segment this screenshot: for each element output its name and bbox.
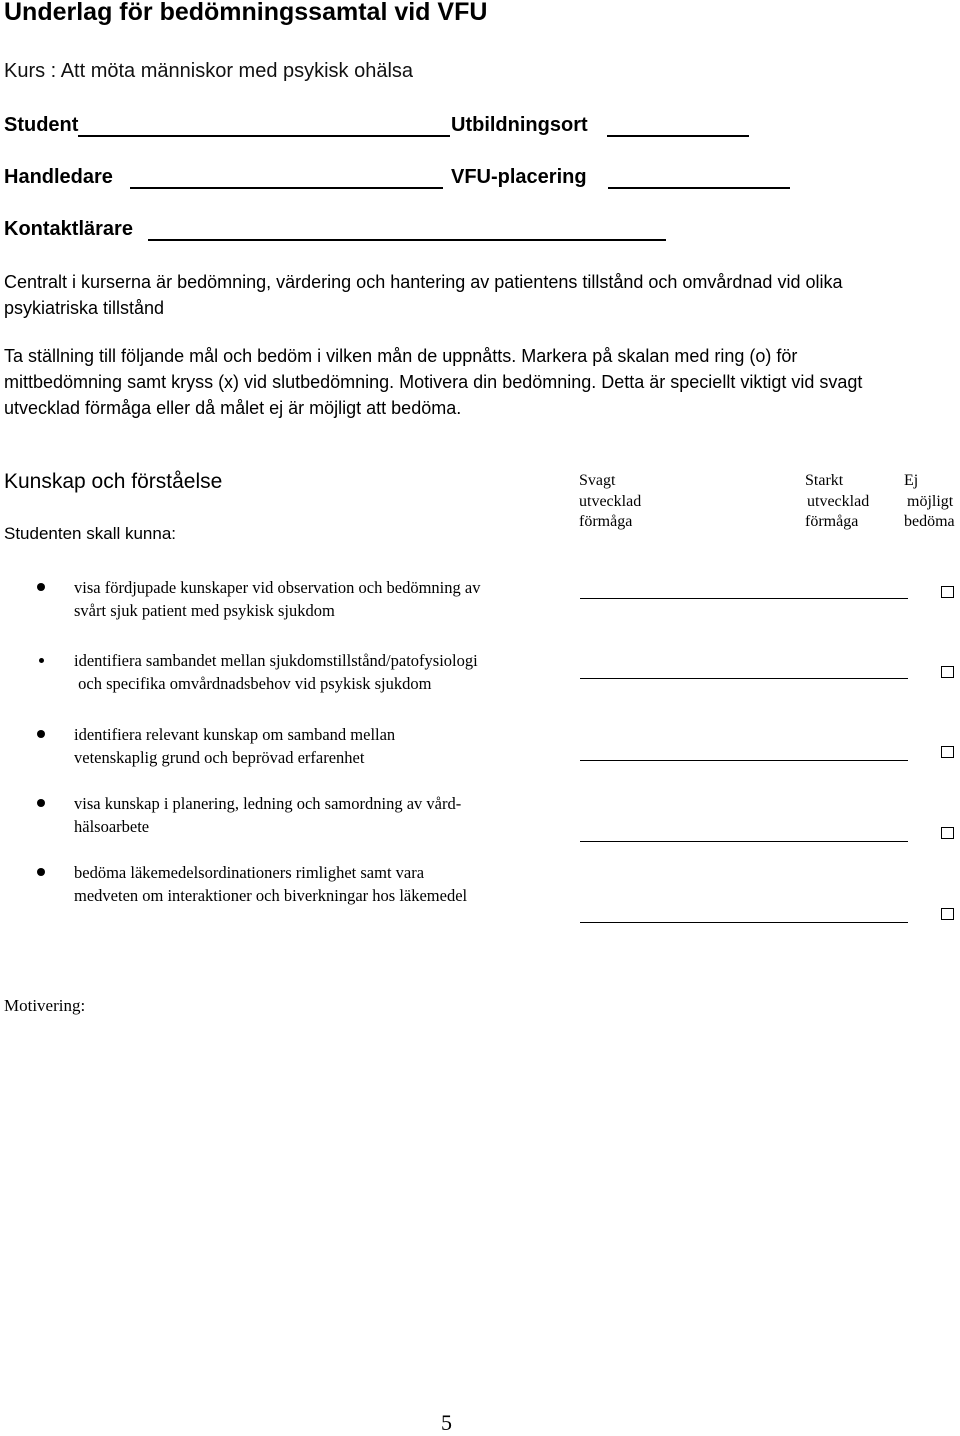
assessment-scale-4[interactable] — [580, 841, 908, 842]
page-number: 5 — [441, 1410, 452, 1435]
goal-item-5: bedöma läkemedelsordinationers rimlighet samt vara medveten om interaktioner och biverkningar hos läkemedel — [74, 863, 468, 905]
assessment-scale-3[interactable] — [580, 760, 908, 761]
student-field[interactable] — [78, 135, 450, 137]
kontaktlarare-field[interactable] — [148, 239, 666, 241]
vfu-placering-label: VFU-placering — [451, 166, 587, 188]
student-label: Student — [4, 114, 79, 136]
intro-paragraph-2: Ta ställning till följande mål och bedöm i vilken mån de uppnåtts. Markera på skalan med ring (o) för mittbedömning samt kryss (x) vid slutbedömning. Motivera din bedömning. Detta är speciellt viktigt vid svagt utvecklad förmåga eller då målet ej är möjligt att bedöma. — [4, 346, 863, 418]
assessment-scale-1[interactable] — [580, 598, 908, 599]
intro-paragraph-1: Centralt i kurserna är bedömning, värdering och hantering av patientens tillstånd och omvårdnad vid olika psykiatriska tillstånd — [4, 272, 843, 318]
not-assessable-checkbox-3[interactable] — [941, 746, 954, 758]
not-assessable-checkbox-2[interactable] — [941, 666, 954, 678]
scale-weak-label: Svagt utvecklad förmåga — [579, 472, 642, 530]
goal-item-4: visa kunskap i planering, ledning och samordning av vård- hälsoarbete — [74, 794, 462, 836]
bullet-icon — [37, 799, 45, 807]
not-assessable-checkbox-5[interactable] — [941, 908, 954, 920]
scale-strong-label: Starkt utvecklad förmåga — [805, 472, 870, 530]
not-assessable-checkbox-1[interactable] — [941, 586, 954, 598]
assessment-scale-2[interactable] — [580, 678, 908, 679]
utbildningsort-label: Utbildningsort — [451, 114, 588, 136]
motivering-label: Motivering: — [4, 996, 86, 1015]
handledare-label: Handledare — [4, 166, 113, 188]
section-title: Kunskap och förståelse — [4, 470, 223, 493]
bullet-icon — [37, 583, 45, 591]
goal-item-2: identifiera sambandet mellan sjukdomstillstånd/patofysiologi och specifika omvårdnadsbehov vid psykisk sjukdom — [74, 651, 478, 693]
bullet-icon — [37, 730, 45, 738]
handledare-field[interactable] — [130, 187, 443, 189]
bullet-icon — [37, 868, 45, 876]
section-subtitle: Studenten skall kunna: — [4, 524, 177, 543]
goal-item-1: visa fördjupade kunskaper vid observation och bedömning av svårt sjuk patient med psykisk sjukdom — [74, 578, 481, 620]
scale-na-label: Ej möjligt bedöma — [904, 472, 955, 530]
course-name: Kurs : Att möta människor med psykisk ohälsa — [4, 60, 414, 82]
page-title: Underlag för bedömningssamtal vid VFU — [4, 0, 488, 26]
bullet-icon — [39, 658, 44, 663]
vfu-placering-field[interactable] — [608, 187, 790, 189]
utbildningsort-field[interactable] — [607, 135, 749, 137]
assessment-scale-5[interactable] — [580, 922, 908, 923]
not-assessable-checkbox-4[interactable] — [941, 827, 954, 839]
goal-item-3: identifiera relevant kunskap om samband mellan vetenskaplig grund och beprövad erfarenhet — [74, 725, 396, 767]
kontaktlarare-label: Kontaktlärare — [4, 218, 133, 240]
